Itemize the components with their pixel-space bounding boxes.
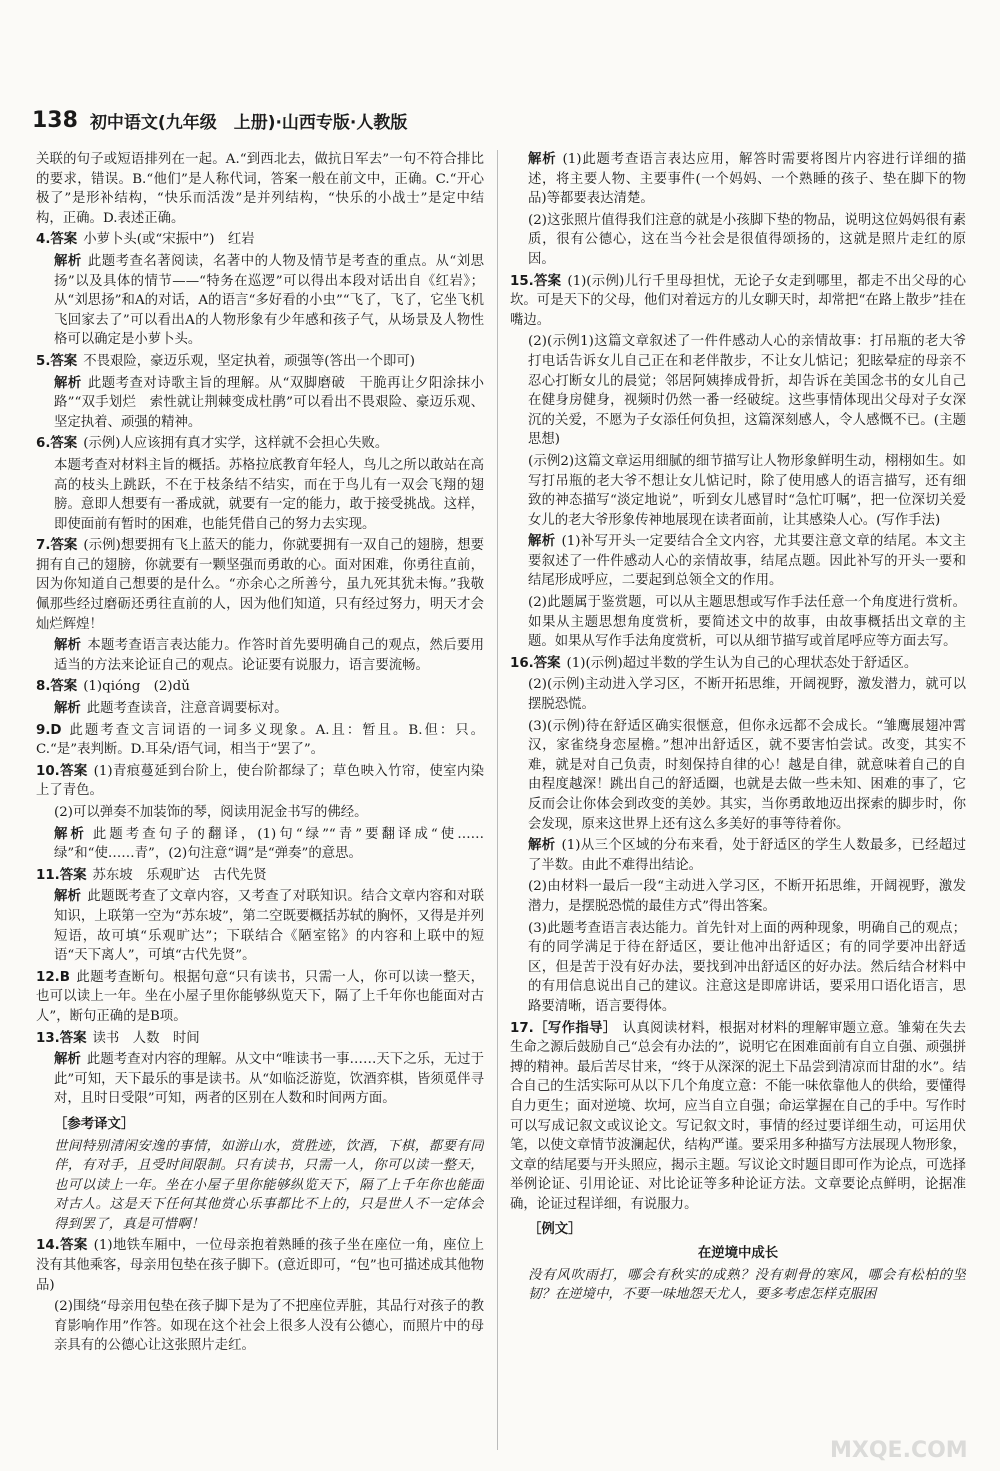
paragraph	[510, 717, 966, 835]
answer-text: (1)qióng (2)dǔ	[83, 679, 190, 695]
answer-item	[510, 1019, 966, 1215]
answer-label: 答案	[50, 232, 78, 248]
answer-text: (1)(示例)超过半数的学生认为自己的心理状态处于舒适区。	[566, 655, 918, 671]
analysis-item	[36, 374, 484, 433]
analysis-label: 解析	[54, 701, 81, 717]
analysis-item	[36, 887, 484, 965]
answer-text: 此题考查断句。根据句意“只有读书，只需一人，你可以读一整天，也可以读上一年。坐在小屋子里你能够纵览天下，隔了上千年你也能面对古人”，断句正确的是B项。	[36, 969, 484, 1024]
answer-label: D	[50, 722, 62, 738]
answer-item	[36, 434, 484, 454]
analysis-label: 解析	[54, 638, 82, 654]
analysis-item	[36, 636, 484, 675]
answer-text: (示例)人应该拥有真才实学，这样就不会担心失败。	[83, 436, 389, 452]
answer-item	[36, 677, 484, 697]
question-number: 6.	[36, 436, 51, 452]
answer-item	[510, 272, 966, 331]
answer-item	[36, 968, 484, 1027]
left-column	[36, 150, 484, 1460]
answer-text: 小萝卜头(或“宋振中”) 红岩	[83, 232, 255, 248]
analysis-item	[510, 150, 966, 209]
answer-item	[36, 762, 484, 801]
answer-item	[36, 866, 484, 886]
translation-body: 世间特别清闲安逸的事情，如游山水，赏胜迹，饮酒，下棋，都要有同伴，有对手，且受时间限制。只有读书，只需一人，你可以读一整天，也可以读上一年。坐在小屋子里你能够纵览天下，隔了上千年你也能面对古人。这是天下任何其他赏心乐事都比不上的，只是世人不一定体会得到罢了，真是可惜啊！	[54, 1138, 484, 1232]
question-number: 4.	[36, 232, 51, 248]
question-number: 15.	[510, 273, 534, 289]
answer-text: 读书 人数 时间	[92, 1030, 200, 1046]
column-divider	[497, 150, 498, 1450]
analysis-text: 此题考查名著阅读，名著中的人物及情节是考查的重点。从“刘思扬”以及具体的情节——“特务在巡逻”可以得出本段对话出自《红岩》；从“刘思扬”和A的对话，A的语言“多好看的小虫”“飞了，飞了，它坐飞机飞回家去了”可以看出A的人物形象有少年感和孩子气，从场景及人物性格可以确定是小萝卜头。	[54, 253, 484, 348]
analysis-text: 此题考查句子的翻译，(1)句“绿”“青”要翻译成“使……绿”和“使……青”，(2)句注意“调”是“弹奏”的意思。	[54, 826, 484, 862]
translation-text	[36, 1137, 484, 1235]
question-number: 14.	[36, 1238, 60, 1254]
answer-text: (1)青痕蔓延到台阶上，使台阶都绿了；草色映入竹帘，使室内染上了青色。	[36, 763, 484, 799]
section-heading-text: ［例文］	[528, 1222, 582, 1238]
answer-label: 答案	[533, 655, 561, 671]
page-number: 138	[32, 107, 78, 133]
answer-item	[36, 1029, 484, 1049]
analysis-text: (1)此题考查语言表达应用，解答时需要将图片内容进行详细的描述，将主要人物、主要事件(一个妈妈、一个熟睡的孩子、垫在脚下的物品)等都要表达清楚。	[528, 152, 966, 207]
analysis-item	[36, 699, 484, 719]
analysis-label: 解析	[54, 826, 87, 842]
paragraph-text: (2)可以弹奏不加装饰的琴，阅读用泥金书写的佛经。	[54, 805, 368, 820]
paragraph-text: (3)此题考查语言表达能力。首先针对上面的两种现象，明确自己的观点；有的同学满足于待在舒适区，要让他冲出舒适区；有的同学要冲出舒适区，但是苦于没有好办法，要找到冲出舒适区的好办法。然后结合材料中的有用信息说出自己的建议。注意这是即席讲话，要采用口语化语言，思路要清晰，语言要得体。	[528, 920, 966, 1014]
analysis-text: 此题既考查了文章内容，又考查了对联知识。结合文章内容和对联知识，上联第一空为“苏东坡”，第二空既要概括苏轼的胸怀，又得是并列短语，故可填“乐观旷达”；下联结合《陋室铭》的内容和上联中的短语“天下离人”，可填“古代先贤”。	[54, 889, 484, 964]
section-heading	[54, 1115, 484, 1135]
page-header	[32, 100, 982, 140]
analysis-label: 解析	[54, 1052, 81, 1068]
paragraph	[510, 675, 966, 714]
answer-item	[510, 654, 966, 674]
analysis-text: (1)从三个区域的分布来看，处于舒适区的学生人数最多，已经超过了半数。由此不难得出结论。	[528, 838, 966, 873]
analysis-text: 本题考查语言表达能力。作答时首先要明确自己的观点，然后要用适当的方法来论证自己的观点。论证要有说服力，语言要流畅。	[54, 638, 484, 673]
paragraph-text: (3)(示例)待在舒适区确实很惬意，但你永远都不会成长。“雏鹰展翅冲霄汉，家雀绕身恋屋檐。”想冲出舒适区，就不要害怕尝试。改变，其实不难，就是对自己负责，时刻保持自律的心！越是自律，就意味着自己的自由程度越深！跳出自己的舒适圈，也就是去做一些未知、困难的事了，它反而会让你体会到改变的美妙。其实，当你勇敢地迈出探索的脚步时，你会发现，原来这世界上还有这么多美好的事等待着你。	[528, 718, 966, 832]
answer-text: 不畏艰险，豪迈乐观，坚定执着，顽强等(答出一个即可)	[83, 353, 416, 369]
answer-text: 此题考查文言词语的一词多义现象。A.且：暂且。B.但：只。C.“是”表判断。D.耳朵/语气词，相当于“罢了”。	[36, 722, 484, 758]
paragraph-text: (2)(示例1)这篇文章叙述了一件件感动人心的亲情故事：打吊瓶的老大爷打电话告诉女儿自己正在和老伴散步，不让女儿惦记；犯眩晕症的母亲不忍心打断女儿的晨觉；邻居阿姨捧成骨折，却告诉在美国念书的女儿自己在健身房健身，视频时仍然一番一经破绽。这些事情体现出父母对子女深沉的关爱，不愿为子女添任何负担，这篇深刻感人，令人感慨不已。(主题思想)	[528, 334, 966, 448]
analysis-text: 本题考查对材料主旨的概括。苏格拉底教育年轻人，鸟儿之所以敢站在高高的枝头上跳跃，不在于枝条结不结实，而在于鸟儿有一双会飞翔的翅膀。意即人想要有一番成就，就要有一定的能力，敢于接受挑战。这样，即使面前有暂时的困难，也能凭借自己的努力去实现。	[54, 457, 484, 532]
analysis-label: 解析	[528, 534, 556, 550]
analysis-item	[36, 456, 484, 534]
essay-body	[510, 1266, 966, 1305]
answer-label: 答案	[59, 763, 88, 779]
question-number: 17.	[510, 1020, 534, 1036]
answer-item	[36, 721, 484, 760]
answer-item	[36, 536, 484, 634]
analysis-item	[36, 1050, 484, 1109]
answer-label: 答案	[50, 538, 78, 554]
answer-label: 答案	[50, 353, 78, 369]
question-number: 11.	[36, 867, 60, 883]
paragraph-text: (2)这张照片值得我们注意的就是小孩脚下垫的物品，说明这位妈妈很有素质，很有公德心，这在当今社会是很值得颂扬的，这就是照片走红的原因。	[528, 212, 966, 267]
question-number: 7.	[36, 538, 51, 554]
question-number: 8.	[36, 679, 51, 695]
paragraph-text: (2)此题属于鉴赏题，可以从主题思想或写作手法任意一个角度进行赏析。如果从主题思想角度赏析，要简述文中的故事，由故事概括出文章的主题。如果从写作手法角度赏析，可以从细节描写或首尾呼应等方面去写。	[528, 595, 966, 650]
essay-text: 没有风吹雨打，哪会有秋实的成熟？没有刺骨的寒风，哪会有松柏的坚韧？在逆境中，不要一味地怨天尤人，要多考虑怎样克服困	[528, 1267, 966, 1303]
question-number: 13.	[36, 1030, 60, 1046]
answer-text: (示例)想要拥有飞上蓝天的能力，你就要拥有一双自己的翅膀，想要拥有自己的翅膀，你就要有一颗坚强而勇敢的心。面对困难，你勇往直前，因为你知道自己想要的是什么。“亦余心之所善兮，虽九死其犹未悔。”我敬佩那些经过磨砺还勇往直前的人，因为他们知道，只有经过努力，明天才会灿烂辉煌！	[36, 538, 484, 632]
question-number: 12.	[36, 969, 60, 985]
section-heading-text: ［参考译文］	[54, 1116, 135, 1132]
analysis-label: 解析	[54, 889, 82, 905]
answer-label: ［写作指导］	[533, 1020, 617, 1036]
paragraph-text: (2)由材料一最后一段“主动进入学习区，不断开拓思维，开阔视野，激发潜力，是摆脱恐慌的最佳方式”得出答案。	[528, 879, 966, 914]
answer-text: (1)地铁车厢中，一位母亲抱着熟睡的孩子坐在座位一角，座位上没有其他乘客，母亲用包垫在孩子脚下。(意近即可，“包”也可描述成其他物品)	[36, 1238, 484, 1293]
analysis-item	[36, 252, 484, 350]
watermark: MXQE.COM	[830, 1438, 968, 1463]
paragraph	[36, 803, 484, 823]
answer-label: 答案	[59, 1030, 87, 1046]
analysis-item	[510, 836, 966, 875]
analysis-text: 此题考查对诗歌主旨的理解。从“双脚磨破 干脆再让夕阳涂抹小路”“双手划烂 索性就让荆棘变成杜鹃”可以看出不畏艰险、豪迈乐观、坚定执着、顽强的精神。	[54, 375, 484, 430]
question-number: 16.	[510, 655, 534, 671]
analysis-label: 解析	[528, 152, 557, 167]
answer-label: 答案	[50, 679, 78, 695]
essay-title	[510, 1244, 966, 1264]
analysis-label: 解析	[54, 375, 82, 391]
essay-title-text: 在逆境中成长	[697, 1246, 779, 1262]
question-number: 9.	[36, 722, 51, 738]
question-number: 10.	[36, 763, 60, 779]
answer-label: B	[59, 969, 70, 985]
paragraph-text: 关联的句子或短语排列在一起。A.“到西北去，做抗日军去”一句不符合排比的要求，错误。B.“他们”是人称代词，答案一般在前文中，正确。C.“开心极了”是形补结构，“快乐而活泼”是并列结构，“快乐的小战士”是定中结构，正确。D.表述正确。	[36, 152, 484, 226]
paragraph	[510, 452, 966, 530]
question-number: 5.	[36, 353, 51, 369]
answer-text: (1)(示例)儿行千里母担忧，无论子女走到哪里，都走不出父母的心坎。可是天下的父母，他们对着远方的儿女聊天时，却常把“在路上散步”挂在嘴边。	[510, 273, 966, 328]
answer-label: 答案	[59, 867, 87, 883]
answer-label: 答案	[50, 436, 78, 452]
analysis-text: (1)补写开头一定要结合全文内容，尤其要注意文章的结尾。本文主要叙述了一件件感动人心的亲情故事，结尾点题。因此补写的开头一要和结尾形成呼应，二要起到总领全文的作用。	[528, 534, 966, 589]
right-column	[510, 150, 966, 1460]
book-title: 初中语文(九年级 上册)·山西专版·人教版	[89, 112, 408, 133]
paragraph	[510, 919, 966, 1017]
answer-label: 答案	[533, 273, 562, 289]
analysis-text: 此题考查对内容的理解。从文中“唯读书一事……天下之乐，无过于此”可知，天下最乐的事是读书。从“如临泛游览，饮酒弈棋，皆须觅伴寻对，且时日受限”可知，两者的区别在人数和时间两方面。	[54, 1052, 484, 1107]
analysis-text: 此题考查读音，注意音调要标对。	[86, 701, 288, 717]
analysis-label: 解析	[54, 253, 82, 269]
paragraph	[510, 211, 966, 270]
answer-item	[36, 230, 484, 250]
answer-label: 答案	[59, 1238, 88, 1254]
paragraph-text: (2)(示例)主动进入学习区，不断开拓思维，开阔视野，激发潜力，就可以摆脱恐慌。	[528, 677, 966, 713]
paragraph	[36, 150, 484, 228]
paragraph-text: (示例2)这篇文章运用细腻的细节描写让人物形象鲜明生动，栩栩如生。如写打吊瓶的老大爷不想让女儿惦记时，除了使用感人的语言描写，还有细致的神态描写“淡定地说”，听到女儿感冒时“急忙叮嘱”，把一位深切关爱女儿的老大爷形象传神地展现在读者面前，让其感染人心。(写作手法)	[528, 453, 966, 528]
analysis-label: 解析	[528, 838, 556, 854]
paragraph-text: (2)围绕“母亲用包垫在孩子脚下是为了不把座位弄脏，其品行对孩子的教育影响作用”作答。如现在这个社会上很多人没有公德心，而照片中的母亲具有的公德心让这张照片走红。	[54, 1299, 484, 1354]
section-heading	[528, 1220, 966, 1240]
paragraph	[510, 332, 966, 450]
answer-item	[36, 1236, 484, 1295]
paragraph	[510, 877, 966, 916]
paragraph	[36, 1297, 484, 1356]
answer-item	[36, 352, 484, 372]
analysis-item	[510, 532, 966, 591]
answer-text: 苏东坡 乐观旷达 古代先贤	[92, 867, 267, 883]
answer-text: 认真阅读材料，根据对材料的理解审题立意。雏菊在失去生命之源后鼓励自己“总会有办法的”，说明它在困难面前有自立自强、顽强拼搏的精神。最后苦尽甘来，“终于从深深的泥土下品尝到清凉而甘甜的水”。结合自己的生活实际可从以下几个角度立意：不能一味依靠他人的供给，要懂得自力更生；面对逆境、坎坷，应当自立自强；命运掌握在自己的手中。写作时可以写成记叙文或议论文。写记叙文时，事情的经过要详细生动，可运用伏笔，以使文章情节波澜起伏，结构严谨。要采用多种描写方法展现人物形象，文章的结尾要与开头照应，揭示主题。写议论文时题目即可作为论点，可选择举例论证、引用论证、对比论证等多种论证方法。文章要论点鲜明，论据准确，论证过程详细，有说服力。	[510, 1020, 966, 1212]
paragraph	[510, 593, 966, 652]
analysis-item	[36, 825, 484, 864]
